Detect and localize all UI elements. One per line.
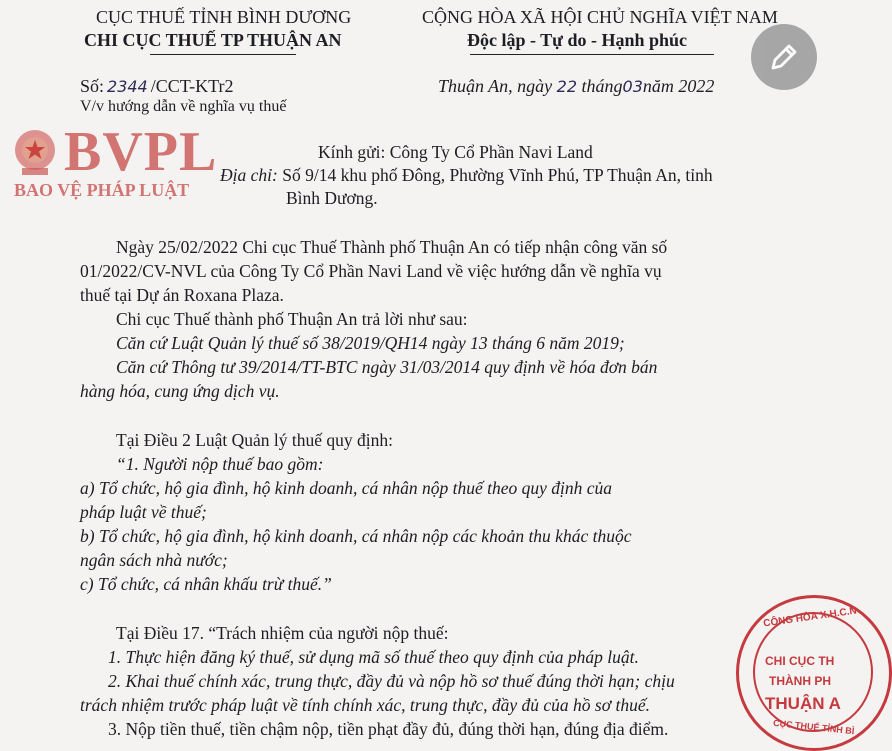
doc-number bbox=[80, 76, 233, 97]
body-line: a) Tổ chức, hộ gia đình, hộ kinh doanh, cá nhân nộp thuế theo quy định của bbox=[80, 478, 613, 498]
body-line: 3. Nộp tiền thuế, tiền chậm nộp, tiền phạt đầy đủ, đúng thời hạn, đúng địa điểm. bbox=[108, 719, 669, 739]
body-line: Căn cứ Thông tư 39/2014/TT-BTC ngày 31/03/2014 quy định về hóa đơn bán bbox=[116, 357, 658, 377]
agency-parent: CỤC THUẾ TỈNH BÌNH DƯƠNG bbox=[96, 7, 352, 27]
address-label: Địa chỉ: bbox=[220, 165, 278, 185]
date-month-label: tháng bbox=[581, 76, 623, 96]
doc-number-prefix: Số: bbox=[80, 76, 105, 96]
body-line: Tại Điều 2 Luật Quản lý thuế quy định: bbox=[116, 430, 394, 450]
stamp-ring-text: CỘNG HÒA X.H.C.N bbox=[762, 605, 858, 630]
body-line: pháp luật về thuế; bbox=[80, 502, 207, 522]
address-line1: Số 9/14 khu phố Đông, Phường Vĩnh Phú, TP Thuận An, tỉnh bbox=[282, 165, 713, 185]
stamp-ring-bottom: CỤC THUẾ TỈNH BÌ bbox=[772, 717, 855, 737]
address-line2: Bình Dương. bbox=[286, 188, 378, 208]
body-line: c) Tổ chức, cá nhân khấu trừ thuế.” bbox=[80, 574, 332, 594]
date-day: 22 bbox=[556, 77, 578, 96]
stamp-inner-ring bbox=[753, 612, 873, 732]
nation-title: CỘNG HÒA XÃ HỘI CHỦ NGHĨA VIỆT NAM bbox=[422, 7, 778, 27]
stamp-line2: THÀNH PH bbox=[769, 674, 831, 688]
date-year: năm 2022 bbox=[642, 76, 715, 96]
edit-button[interactable] bbox=[751, 24, 817, 90]
doc-number-suffix: /CCT-KTr2 bbox=[150, 76, 234, 96]
body-line: thuế tại Dự án Roxana Plaza. bbox=[80, 285, 284, 305]
motto: Độc lập - Tự do - Hạnh phúc bbox=[467, 30, 688, 50]
stamp-line3: THUẬN A bbox=[765, 694, 841, 713]
body-line: ngân sách nhà nước; bbox=[80, 550, 228, 570]
recipient-greeting: Kính gửi: Công Ty Cổ Phần Navi Land bbox=[318, 142, 593, 162]
body-line: 2. Khai thuế chính xác, trung thực, đầy đủ và nộp hồ sơ thuế đúng thời hạn; chịu bbox=[108, 671, 675, 691]
body-line: Ngày 25/02/2022 Chi cục Thuế Thành phố Thuận An có tiếp nhận công văn số bbox=[116, 237, 668, 257]
body-line: Chi cục Thuế thành phố Thuận An trả lời như sau: bbox=[116, 309, 468, 329]
official-stamp bbox=[736, 595, 892, 751]
body-line: b) Tổ chức, hộ gia đình, hộ kinh doanh, cá nhân nộp các khoản thu khác thuộc bbox=[80, 526, 632, 546]
date-place: Thuận An, ngày bbox=[438, 76, 553, 96]
date-month: 03 bbox=[622, 77, 643, 96]
watermark-logo: BVPL bbox=[64, 121, 218, 183]
national-emblem-icon bbox=[12, 128, 58, 178]
watermark-subtitle: BAO VỆ PHÁP LUẬT bbox=[14, 180, 190, 200]
motto-underline bbox=[470, 54, 714, 55]
stamp-line1: CHI CỤC TH bbox=[765, 654, 835, 668]
doc-subject: V/v hướng dẫn về nghĩa vụ thuế bbox=[80, 98, 287, 115]
body-line: trách nhiệm trước pháp luật về tính chính xác, trung thực, đầy đủ của hồ sơ thuế. bbox=[80, 695, 650, 715]
body-line: hàng hóa, cung ứng dịch vụ. bbox=[80, 381, 280, 401]
doc-number-value: 2344 bbox=[107, 77, 148, 96]
body-line: 01/2022/CV-NVL của Công Ty Cổ Phần Navi Land về việc hướng dẫn về nghĩa vụ bbox=[80, 261, 662, 281]
doc-date bbox=[438, 76, 714, 97]
pencil-icon bbox=[767, 40, 801, 74]
recipient-address bbox=[220, 165, 713, 186]
body-line: “1. Người nộp thuế bao gồm: bbox=[116, 454, 324, 474]
body-line: 1. Thực hiện đăng ký thuế, sử dụng mã số thuế theo quy định của pháp luật. bbox=[108, 647, 639, 667]
body-line: Tại Điều 17. “Trách nhiệm của người nộp thuế: bbox=[116, 623, 449, 643]
body-line: Căn cứ Luật Quản lý thuế số 38/2019/QH14 ngày 13 tháng 6 năm 2019; bbox=[116, 333, 625, 353]
agency-underline bbox=[150, 54, 296, 55]
agency-name: CHI CỤC THUẾ TP THUẬN AN bbox=[84, 30, 342, 50]
